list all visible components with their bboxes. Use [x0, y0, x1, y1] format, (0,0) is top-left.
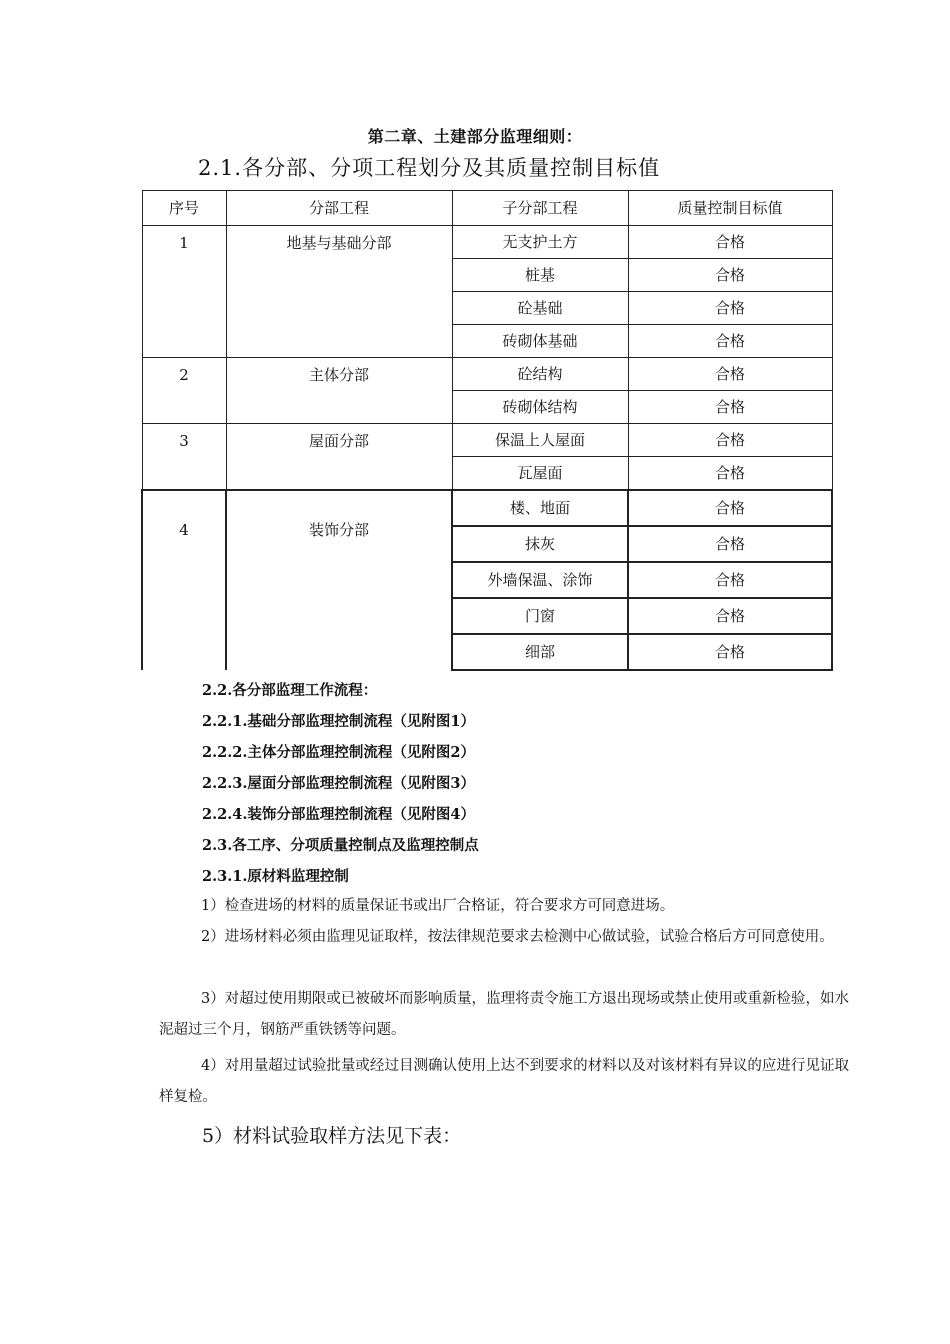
table-row [142, 226, 832, 259]
target-value: 合格 [628, 358, 832, 391]
target-value: 合格 [628, 226, 832, 259]
sub-item: 砖砌体基础 [452, 325, 628, 358]
target-value: 合格 [628, 424, 832, 457]
group-name: 主体分部 [226, 358, 452, 424]
target-value: 合格 [628, 490, 832, 526]
target-value: 合格 [628, 259, 832, 292]
target-value: 合格 [628, 325, 832, 358]
sub-item: 楼、地面 [452, 490, 628, 526]
header-target: 质量控制目标值 [628, 191, 832, 226]
group-name: 装饰分部 [226, 490, 452, 670]
table-row [142, 424, 832, 457]
control-subheading: 2.3.1.原材料监理控制 [202, 868, 349, 885]
target-value: 合格 [628, 457, 832, 491]
sub-item: 砼基础 [452, 292, 628, 325]
header-subdivision: 子分部工程 [452, 191, 628, 226]
sub-item: 外墙保温、涂饰 [452, 562, 628, 598]
section-title: 2.1.各分部、分项工程划分及其质量控制目标值 [198, 156, 661, 180]
flow-heading: 2.2.各分部监理工作流程： [202, 682, 378, 699]
target-value: 合格 [628, 598, 832, 634]
target-value: 合格 [628, 292, 832, 325]
sub-item: 砼结构 [452, 358, 628, 391]
flow-item: 2.2.1.基础分部监理控制流程（见附图1） [202, 713, 475, 730]
flow-item: 2.2.2.主体分部监理控制流程（见附图2） [202, 744, 475, 761]
group-no: 2 [142, 358, 226, 424]
header-no: 序号 [142, 191, 226, 226]
sub-item: 保温上人屋面 [452, 424, 628, 457]
chapter-title: 第二章、土建部分监理细则： [367, 127, 583, 146]
sub-item: 细部 [452, 634, 628, 670]
sub-item: 瓦屋面 [452, 457, 628, 491]
header-division: 分部工程 [226, 191, 452, 226]
table-header-row [142, 191, 832, 226]
group-no: 1 [142, 226, 226, 358]
flow-item: 2.2.4.装饰分部监理控制流程（见附图4） [202, 806, 475, 823]
group-name: 屋面分部 [226, 424, 452, 491]
control-heading: 2.3.各工序、分项质量控制点及监理控制点 [202, 837, 479, 854]
group-no: 4 [142, 490, 226, 670]
target-value: 合格 [628, 562, 832, 598]
paragraph-4: 4）对用量超过试验批量或经过目测确认使用上达不到要求的材料以及对该材料有异议的应进行见证取样复检。 [159, 1058, 849, 1105]
table-row [142, 490, 832, 526]
target-value: 合格 [628, 391, 832, 424]
table-row [142, 358, 832, 391]
paragraph-2: 2）进场材料必须由监理见证取样，按法律规范要求去检测中心做试验，试验合格后方可同意使用。 [201, 929, 834, 945]
paragraph-3: 3）对超过使用期限或已被破坏而影响质量，监理将责令施工方退出现场或禁止使用或重新检验，如水泥超过三个月，钢筋严重铁锈等问题。 [159, 991, 849, 1038]
flow-item: 2.2.3.屋面分部监理控制流程（见附图3） [202, 775, 475, 792]
group-no: 3 [142, 424, 226, 491]
group-name: 地基与基础分部 [226, 226, 452, 358]
sub-item: 门窗 [452, 598, 628, 634]
sub-item: 无支护土方 [452, 226, 628, 259]
target-value: 合格 [628, 634, 832, 670]
sampling-note: 5）材料试验取样方法见下表： [202, 1125, 462, 1147]
sub-item: 桩基 [452, 259, 628, 292]
sub-item: 抹灰 [452, 526, 628, 562]
paragraph-1: 1）检查进场的材料的质量保证书或出厂合格证，符合要求方可同意进场。 [201, 898, 675, 914]
sub-item: 砖砌体结构 [452, 391, 628, 424]
division-table [141, 190, 833, 671]
target-value: 合格 [628, 526, 832, 562]
